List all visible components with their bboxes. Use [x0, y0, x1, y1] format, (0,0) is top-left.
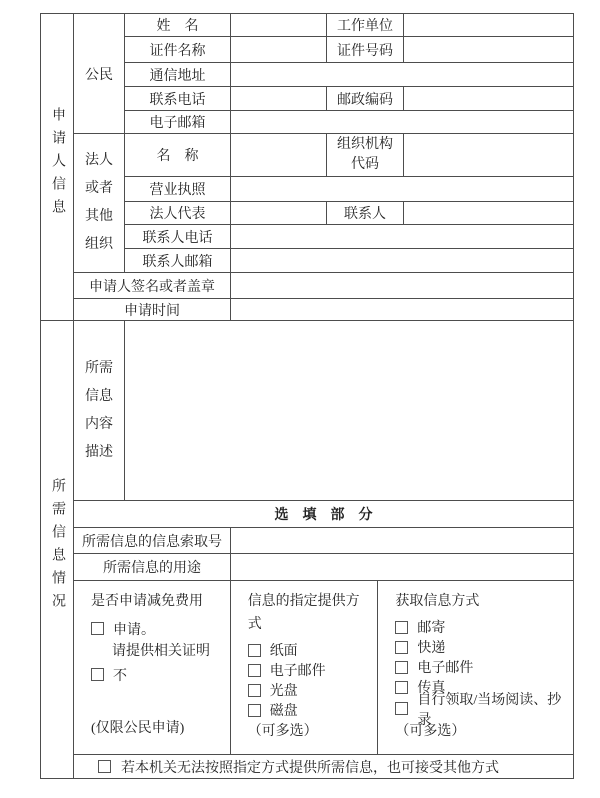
- group-label-citizen: 公民: [74, 14, 125, 134]
- delivery-method-title: 信息的指定提供方式: [247, 594, 360, 632]
- fee-waiver-title: 是否申请减免费用: [91, 594, 203, 609]
- delivery-method-cell: [231, 581, 379, 754]
- section-label-applicant: 申请人信息: [41, 14, 74, 321]
- group-label-legal-entity: 法人或者其他组织: [74, 134, 125, 273]
- org-code-input[interactable]: [404, 134, 574, 177]
- delivery-multi-note: （可多选）: [247, 724, 318, 739]
- org-name-input[interactable]: [231, 134, 327, 177]
- checkbox-icon[interactable]: [248, 664, 261, 677]
- id-type-input[interactable]: [231, 37, 327, 63]
- checkbox-icon[interactable]: [395, 621, 408, 634]
- option-disk[interactable]: 磁盘: [248, 700, 370, 720]
- fallback-option-cell: [74, 755, 574, 779]
- email-input[interactable]: [231, 111, 574, 134]
- checkbox-icon[interactable]: [395, 641, 408, 654]
- option-express[interactable]: 快递: [395, 637, 565, 657]
- option-fee-no[interactable]: 不: [91, 663, 222, 686]
- name-input[interactable]: [231, 14, 327, 37]
- option-mail[interactable]: 邮寄: [395, 617, 565, 637]
- checkbox-icon[interactable]: [91, 622, 104, 635]
- label-address: 通信地址: [125, 63, 231, 87]
- label-name: 姓 名: [125, 14, 231, 37]
- label-phone: 联系电话: [125, 87, 231, 111]
- fee-waiver-note: (仅限公民申请): [91, 721, 185, 736]
- label-work-unit: 工作单位: [327, 14, 404, 37]
- label-application-date: 申请时间: [74, 299, 231, 321]
- checkbox-icon[interactable]: [395, 661, 408, 674]
- label-index-number: 所需信息的信息索取号: [74, 528, 231, 554]
- contact-phone-input[interactable]: [231, 225, 574, 249]
- signature-input[interactable]: [231, 273, 574, 299]
- label-contact-person: 联系人: [327, 202, 404, 225]
- contact-person-input[interactable]: [404, 202, 574, 225]
- checkbox-icon[interactable]: [98, 760, 111, 773]
- label-legal-representative: 法人代表: [125, 202, 231, 225]
- application-form-table: [40, 13, 574, 779]
- label-org-code: 组织机构代码: [327, 134, 404, 177]
- postcode-input[interactable]: [404, 87, 574, 111]
- checkbox-icon[interactable]: [248, 684, 261, 697]
- content-description-input[interactable]: [125, 321, 574, 501]
- label-business-license: 营业执照: [125, 177, 231, 202]
- label-signature: 申请人签名或者盖章: [74, 273, 231, 299]
- option-email-obtain[interactable]: 电子邮件: [395, 657, 565, 677]
- contact-email-input[interactable]: [231, 249, 574, 273]
- options-row: [74, 581, 574, 755]
- option-email-delivery[interactable]: 电子邮件: [248, 660, 370, 680]
- option-accept-other-methods[interactable]: 若本机关无法按照指定方式提供所需信息，也可接受其他方式: [74, 757, 573, 777]
- option-fee-apply[interactable]: 申请。: [91, 617, 222, 640]
- checkbox-icon[interactable]: [248, 644, 261, 657]
- obtain-method-title: 获取信息方式: [395, 594, 480, 609]
- option-paper[interactable]: 纸面: [248, 640, 370, 660]
- work-unit-input[interactable]: [404, 14, 574, 37]
- fee-apply-proof-note: 请提供相关证明: [112, 644, 210, 659]
- label-email: 电子邮箱: [125, 111, 231, 134]
- phone-input[interactable]: [231, 87, 327, 111]
- application-date-input[interactable]: [231, 299, 574, 321]
- label-contact-phone: 联系人电话: [125, 225, 231, 249]
- option-fax[interactable]: 传真: [395, 677, 565, 697]
- obtain-multi-note: （可多选）: [395, 724, 466, 739]
- id-number-input[interactable]: [404, 37, 574, 63]
- address-input[interactable]: [231, 63, 574, 87]
- checkbox-icon[interactable]: [248, 704, 261, 717]
- purpose-input[interactable]: [231, 554, 574, 581]
- label-org-name: 名 称: [125, 134, 231, 177]
- label-purpose: 所需信息的用途: [74, 554, 231, 581]
- optional-section-header: 选 填 部 分: [74, 501, 574, 528]
- option-self-pickup[interactable]: 自行领取/当场阅读、抄录: [395, 697, 565, 720]
- fee-waiver-cell: [74, 581, 231, 754]
- label-postcode: 邮政编码: [327, 87, 404, 111]
- label-contact-email: 联系人邮箱: [125, 249, 231, 273]
- option-cd[interactable]: 光盘: [248, 680, 370, 700]
- checkbox-icon[interactable]: [395, 702, 408, 715]
- checkbox-icon[interactable]: [91, 668, 104, 681]
- obtain-method-cell: [378, 581, 573, 754]
- label-content-description: 所需信息内容描述: [74, 321, 125, 501]
- checkbox-icon[interactable]: [395, 681, 408, 694]
- index-number-input[interactable]: [231, 528, 574, 554]
- legal-representative-input[interactable]: [231, 202, 327, 225]
- label-id-number: 证件号码: [327, 37, 404, 63]
- section-label-required-info: 所需信息情况: [41, 321, 74, 779]
- business-license-input[interactable]: [231, 177, 574, 202]
- label-id-type: 证件名称: [125, 37, 231, 63]
